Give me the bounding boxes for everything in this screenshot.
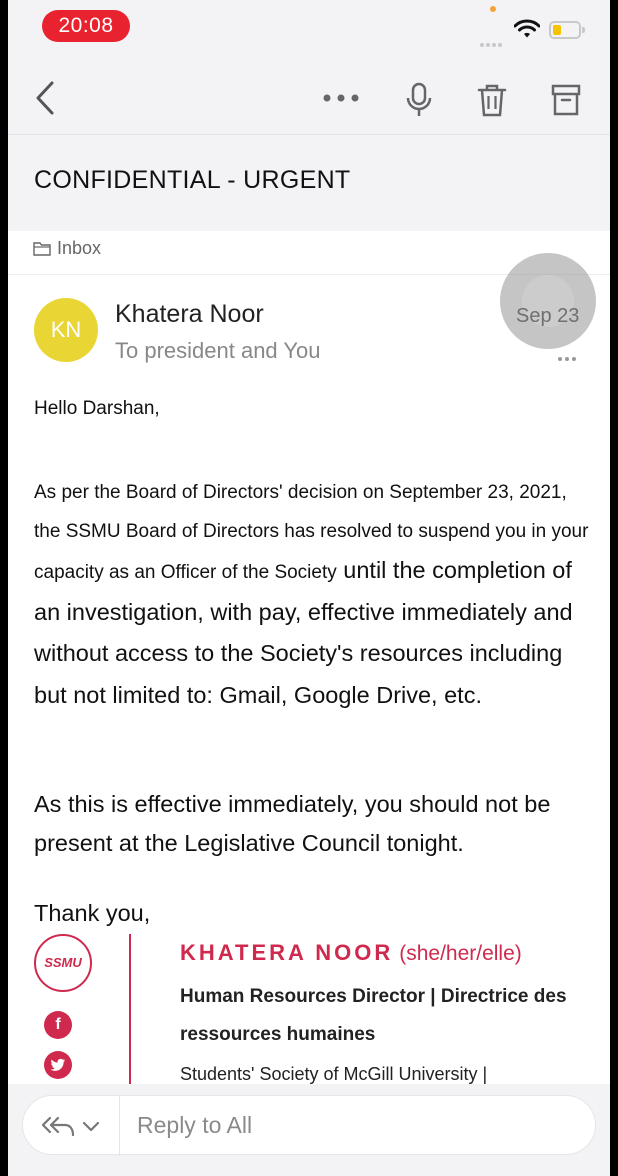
signature-name-text: KHATERA NOOR (180, 940, 394, 965)
battery-icon (549, 21, 581, 39)
folder-breadcrumb[interactable] (33, 238, 101, 259)
chevron-down-icon (81, 1119, 101, 1133)
signature-org: Students' Society of McGill University | (180, 1064, 488, 1084)
email-closing: Thank you, (34, 900, 151, 926)
reply-separator (119, 1096, 120, 1156)
reply-all-label: Reply to All (137, 1112, 253, 1138)
signature-name (180, 940, 522, 966)
trash-icon[interactable] (476, 82, 508, 118)
cellular-signal-icon (480, 34, 504, 52)
folder-label: Inbox (57, 238, 102, 258)
email-date: Sep 23 (516, 305, 580, 327)
message-more-icon[interactable] (558, 348, 579, 366)
signature-pronouns: (she/her/elle) (399, 942, 522, 965)
back-icon[interactable] (34, 80, 56, 116)
wifi-icon (514, 19, 540, 39)
reply-bar (8, 1084, 610, 1176)
recipients-line[interactable]: To president and You (115, 338, 321, 363)
status-time: 20:08 (42, 10, 130, 42)
signature-divider (129, 934, 131, 1084)
privacy-indicator (490, 6, 496, 12)
email-greeting: Hello Darshan, (34, 398, 160, 419)
archive-icon[interactable] (550, 82, 582, 118)
toolbar-divider (8, 134, 610, 135)
email-paragraph-2: As this is effective immediately, you should not be present at the Legislative Council tonight. (34, 791, 551, 856)
sender-avatar[interactable]: KN (34, 298, 98, 362)
sender-name[interactable]: Khatera Noor (115, 300, 264, 328)
paragraph-1-small-text: As per the Board of Directors' decision on September 23, 2021, the SSMU Board of Directors has resolved to suspend you in your capacity as an Officer of the Society (34, 482, 589, 583)
email-screen (8, 0, 610, 1176)
reply-all-icon (41, 1114, 75, 1138)
reply-options[interactable] (41, 1114, 101, 1138)
touch-indicator (500, 253, 596, 349)
more-icon[interactable] (322, 92, 360, 104)
email-paragraph-1 (34, 474, 594, 717)
reply-all-button[interactable] (22, 1095, 596, 1155)
twitter-icon[interactable] (44, 1051, 72, 1079)
signature-role: Human Resources Director | Directrice des ressources humaines (180, 986, 567, 1045)
paragraph-1-large-text: until the completion of an investigation, with pay, effective immediately and without access to the Society's resources including but not limited to: Gmail, Google Drive, etc. (34, 557, 573, 708)
folder-icon (33, 241, 51, 256)
microphone-icon[interactable] (404, 82, 434, 118)
facebook-icon[interactable]: f (44, 1011, 72, 1039)
ssmu-logo: SSMU (34, 934, 92, 992)
email-subject: CONFIDENTIAL - URGENT (34, 166, 351, 194)
